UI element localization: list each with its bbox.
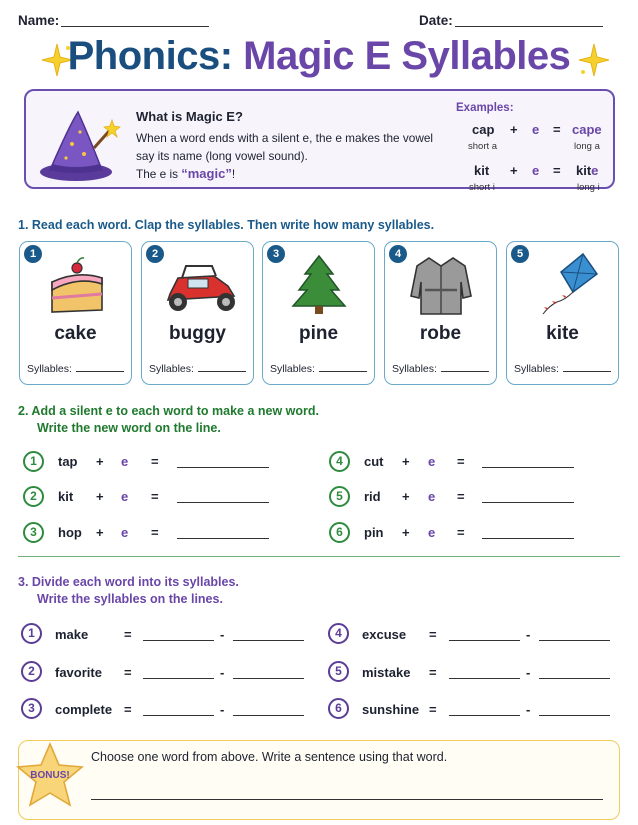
- plus-sign: +: [402, 454, 410, 469]
- item-number: 2: [21, 661, 42, 682]
- equals-sign: =: [124, 665, 132, 680]
- equals-sign: =: [457, 525, 465, 540]
- syllable-word: excuse: [362, 627, 407, 642]
- card-word: robe: [419, 323, 462, 344]
- equals-sign: =: [151, 525, 159, 540]
- equals-sign: =: [151, 489, 159, 504]
- bonus-badge: BONUS!: [30, 770, 70, 781]
- syllable-line[interactable]: [233, 665, 304, 679]
- item-number: 4: [328, 623, 349, 644]
- equals-sign: =: [124, 702, 132, 717]
- answer-line[interactable]: [482, 454, 574, 468]
- base-word: rid: [364, 489, 381, 504]
- equals-sign: =: [429, 702, 437, 717]
- item-number: 2: [23, 486, 44, 507]
- word-card-kite: [506, 241, 619, 385]
- example-long-note: long a: [574, 141, 600, 152]
- silent-e: e: [428, 489, 436, 504]
- card-number: 4: [389, 245, 407, 263]
- card-number: 2: [146, 245, 164, 263]
- robe-icon: [385, 252, 498, 318]
- plus-sign: +: [96, 489, 104, 504]
- syllables-field: Syllables:: [392, 363, 489, 375]
- syllables-line[interactable]: [319, 371, 367, 372]
- word-card-pine: [262, 241, 375, 385]
- example-equals: =: [553, 122, 561, 137]
- equals-sign: =: [124, 627, 132, 642]
- answer-line[interactable]: [482, 525, 574, 539]
- sentence-line[interactable]: [91, 786, 603, 800]
- item-number: 4: [329, 451, 350, 472]
- plus-sign: +: [402, 525, 410, 540]
- answer-line[interactable]: [177, 489, 269, 503]
- item-number: 6: [329, 522, 350, 543]
- cake-icon: [20, 252, 133, 318]
- syllable-line[interactable]: [539, 627, 610, 641]
- example-short-word: cap: [472, 122, 495, 137]
- card-number: 5: [511, 245, 529, 263]
- wizard-hat-icon: [36, 104, 124, 184]
- equals-sign: =: [457, 489, 465, 504]
- name-line[interactable]: [61, 13, 209, 27]
- syllables-line[interactable]: [76, 371, 124, 372]
- item-number: 1: [21, 623, 42, 644]
- base-word: tap: [58, 454, 78, 469]
- syllable-line[interactable]: [449, 627, 520, 641]
- example-e: e: [532, 163, 540, 178]
- magic-e-explanation: When a word ends with a silent e, the e makes the vowel say its name (long vowel sound). The e is “magic”!: [136, 131, 434, 181]
- syllables-field: Syllables:: [27, 363, 124, 375]
- word-card-buggy: [141, 241, 254, 385]
- bonus-instruction: Choose one word from above. Write a sentence using that word.: [91, 750, 448, 764]
- equals-sign: =: [457, 454, 465, 469]
- dash: -: [526, 702, 531, 717]
- syllables-field: Syllables:: [514, 363, 611, 375]
- answer-line[interactable]: [177, 525, 269, 539]
- dash: -: [220, 627, 225, 642]
- base-word: hop: [58, 525, 82, 540]
- section1-heading: 1. Read each word. Clap the syllables. Then write how many syllables.: [18, 218, 435, 232]
- example-short-note: short a: [468, 141, 498, 152]
- section3-heading: 3. Divide each word into its syllables. Write the syllables on the lines.: [18, 575, 239, 606]
- syllable-word: favorite: [55, 665, 102, 680]
- equals-sign: =: [429, 627, 437, 642]
- syllables-field: Syllables:: [270, 363, 367, 375]
- syllable-line[interactable]: [539, 702, 610, 716]
- plus-sign: +: [402, 489, 410, 504]
- syllable-line[interactable]: [143, 702, 214, 716]
- card-word: buggy: [169, 323, 226, 344]
- item-number: 5: [329, 486, 350, 507]
- equals-sign: =: [151, 454, 159, 469]
- silent-e: e: [428, 525, 436, 540]
- syllable-line[interactable]: [539, 665, 610, 679]
- item-number: 1: [23, 451, 44, 472]
- example-equals: =: [553, 163, 561, 178]
- silent-e: e: [121, 525, 129, 540]
- card-word: pine: [298, 323, 339, 344]
- date-label: Date:: [419, 13, 453, 28]
- syllable-word: complete: [55, 702, 113, 717]
- syllable-line[interactable]: [449, 665, 520, 679]
- syllable-line[interactable]: [233, 702, 304, 716]
- plus-sign: +: [96, 525, 104, 540]
- word-card-cake: [19, 241, 132, 385]
- plus-sign: +: [96, 454, 104, 469]
- equals-sign: =: [429, 665, 437, 680]
- magic-e-question: What is Magic E?: [136, 109, 243, 124]
- dash: -: [220, 702, 225, 717]
- silent-e: e: [428, 454, 436, 469]
- card-number: 3: [267, 245, 285, 263]
- word-card-robe: [384, 241, 497, 385]
- dash: -: [220, 665, 225, 680]
- syllable-line[interactable]: [143, 665, 214, 679]
- item-number: 6: [328, 698, 349, 719]
- example-long-note: long i: [577, 182, 600, 193]
- card-word: cake: [54, 323, 97, 344]
- example-plus: +: [510, 122, 518, 137]
- example-plus: +: [510, 163, 518, 178]
- kite-icon: [507, 252, 620, 318]
- base-word: cut: [364, 454, 384, 469]
- section2-heading: 2. Add a silent e to each word to make a new word. Write the new word on the line.: [18, 404, 319, 435]
- item-number: 3: [23, 522, 44, 543]
- dash: -: [526, 627, 531, 642]
- examples-label: Examples:: [456, 102, 514, 114]
- date-line[interactable]: [455, 13, 603, 27]
- card-word: kite: [546, 323, 579, 344]
- syllables-line[interactable]: [441, 371, 489, 372]
- syllable-word: make: [55, 627, 89, 642]
- example-long-word: cape: [572, 122, 602, 137]
- card-number: 1: [24, 245, 42, 263]
- name-label: Name:: [18, 13, 60, 28]
- item-number: 5: [328, 661, 349, 682]
- dash: -: [526, 665, 531, 680]
- syllable-line[interactable]: [449, 702, 520, 716]
- silent-e: e: [121, 489, 129, 504]
- silent-e: e: [121, 454, 129, 469]
- syllable-word: sunshine: [362, 702, 420, 717]
- pine-tree-icon: [263, 252, 376, 318]
- page-title: Phonics: Magic E Syllables: [67, 34, 571, 78]
- answer-line[interactable]: [177, 454, 269, 468]
- syllables-line[interactable]: [563, 371, 611, 372]
- syllable-word: mistake: [362, 665, 411, 680]
- item-number: 3: [21, 698, 42, 719]
- base-word: kit: [58, 489, 74, 504]
- buggy-icon: [142, 252, 255, 318]
- example-e: e: [532, 122, 540, 137]
- section-divider: [18, 556, 620, 557]
- base-word: pin: [364, 525, 384, 540]
- syllables-field: Syllables:: [149, 363, 246, 375]
- example-short-note: short i: [469, 182, 495, 193]
- answer-line[interactable]: [482, 489, 574, 503]
- syllable-line[interactable]: [143, 627, 214, 641]
- example-short-word: kit: [474, 163, 490, 178]
- example-long-word: kite: [576, 163, 599, 178]
- syllables-line[interactable]: [198, 371, 246, 372]
- syllable-line[interactable]: [233, 627, 304, 641]
